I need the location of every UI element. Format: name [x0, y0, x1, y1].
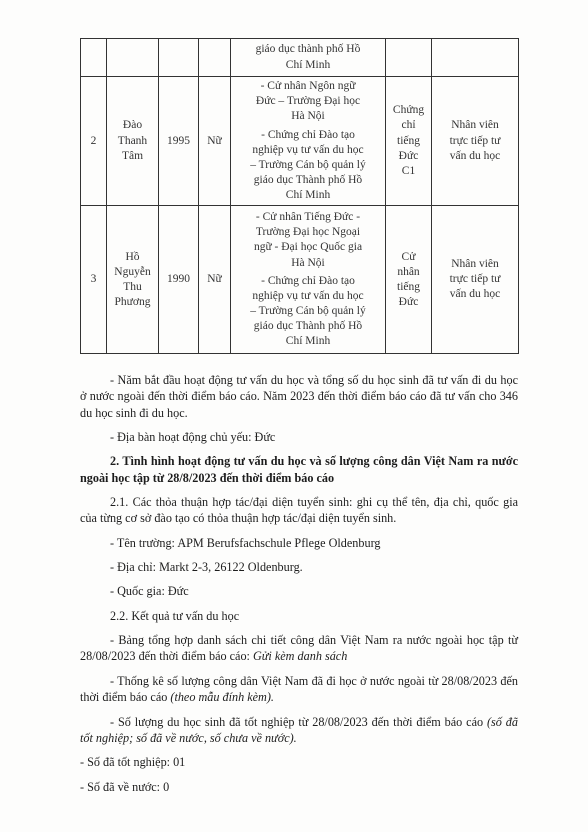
cell-stt: 3 — [81, 206, 107, 354]
cell-role: Nhân viên trực tiếp tư vấn du học — [432, 206, 519, 354]
cell-gender — [199, 39, 231, 77]
staff-table — [80, 38, 519, 354]
cell-qualifications: - Cử nhân Ngôn ngữ Đức – Trường Đại học Hà Nội - Chứng chỉ Đào tạo nghiệp vụ tư vấn du học – Trường Cán bộ quản lý giáo dục Thành phố Hồ Chí Minh — [231, 77, 386, 206]
table-row — [81, 77, 519, 206]
start-info: - Năm bắt đầu hoạt động tư vấn du học và tổng số du học sinh đã tư vấn đi du học ở nước ngoài đến thời điểm báo cáo. Năm 2023 đến thời điểm báo cáo đã tư vấn cho 346 du học sinh đi du học. — [80, 373, 518, 420]
table-row — [81, 39, 519, 77]
section-2-1: 2.1. Các thỏa thuận hợp tác/đại diện tuyển sinh: ghi cụ thể tên, địa chỉ, quốc gia của từng cơ sở đào tạo có thỏa thuận hợp tác/đại diện tuyển sinh. — [80, 495, 518, 526]
report-body — [80, 372, 518, 795]
cell-qualifications: - Cử nhân Tiếng Đức - Trường Đại học Ngoại ngữ - Đại học Quốc gia Hà Nội - Chứng chỉ Đào tạo nghiệp vụ tư vấn du học – Trường Cán bộ quản lý giáo dục Thành phố Hồ Chí Minh — [231, 206, 386, 354]
cell-role — [432, 39, 519, 77]
graduated-count: - Số đã tốt nghiệp: 01 — [80, 755, 186, 770]
cell-role: Nhân viên trực tiếp tư vấn du học — [432, 77, 519, 206]
school-address: - Địa chỉ: Markt 2-3, 26122 Oldenburg. — [110, 560, 303, 575]
statistics-note: - Thống kê số lượng công dân Việt Nam đã đi học ở nước ngoài từ 28/08/2023 đến thời điểm báo cáo (theo mẫu đính kèm). — [80, 673, 518, 705]
cell-language-cert — [386, 39, 432, 77]
returned-count: - Số đã về nước: 0 — [80, 779, 170, 794]
cell-name: Hồ Nguyễn Thu Phương — [107, 206, 159, 354]
cell-qualifications: giáo dục thành phố Hồ Chí Minh — [231, 39, 386, 77]
cell-name: Đào Thanh Tâm — [107, 77, 159, 206]
cell-birth-year — [159, 39, 199, 77]
cell-stt — [81, 39, 107, 77]
cell-gender: Nữ — [199, 77, 231, 206]
cell-language-cert: Chứng chỉ tiếng Đức C1 — [386, 77, 432, 206]
cell-birth-year: 1990 — [159, 206, 199, 354]
area-info: - Địa bàn hoạt động chủ yếu: Đức — [110, 430, 276, 445]
section-2-heading: 2. Tình hình hoạt động tư vấn du học và số lượng công dân Việt Nam ra nước ngoài học tập từ 28/8/2023 đến thời điểm báo cáo — [80, 454, 518, 485]
staff-table-body — [81, 39, 519, 354]
table-row — [81, 206, 519, 354]
school-name: - Tên trường: APM Berufsfachschule Pflege Oldenburg — [110, 535, 381, 550]
school-country: - Quốc gia: Đức — [110, 584, 189, 599]
cell-gender: Nữ — [199, 206, 231, 354]
cell-stt: 2 — [81, 77, 107, 206]
section-2-2: 2.2. Kết quả tư vấn du học — [110, 608, 240, 623]
graduates-note: - Số lượng du học sinh đã tốt nghiệp từ 28/08/2023 đến thời điểm báo cáo (số đã tốt nghiệp; số đã về nước, số chưa về nước). — [80, 714, 518, 745]
cell-language-cert: Cử nhân tiếng Đức — [386, 206, 432, 354]
student-list-note: - Bảng tổng hợp danh sách chi tiết công dân Việt Nam ra nước ngoài học tập từ 28/08/2023 đến thời điểm báo cáo: Gửi kèm danh sách — [80, 633, 518, 664]
cell-name — [107, 39, 159, 77]
cell-birth-year: 1995 — [159, 77, 199, 206]
